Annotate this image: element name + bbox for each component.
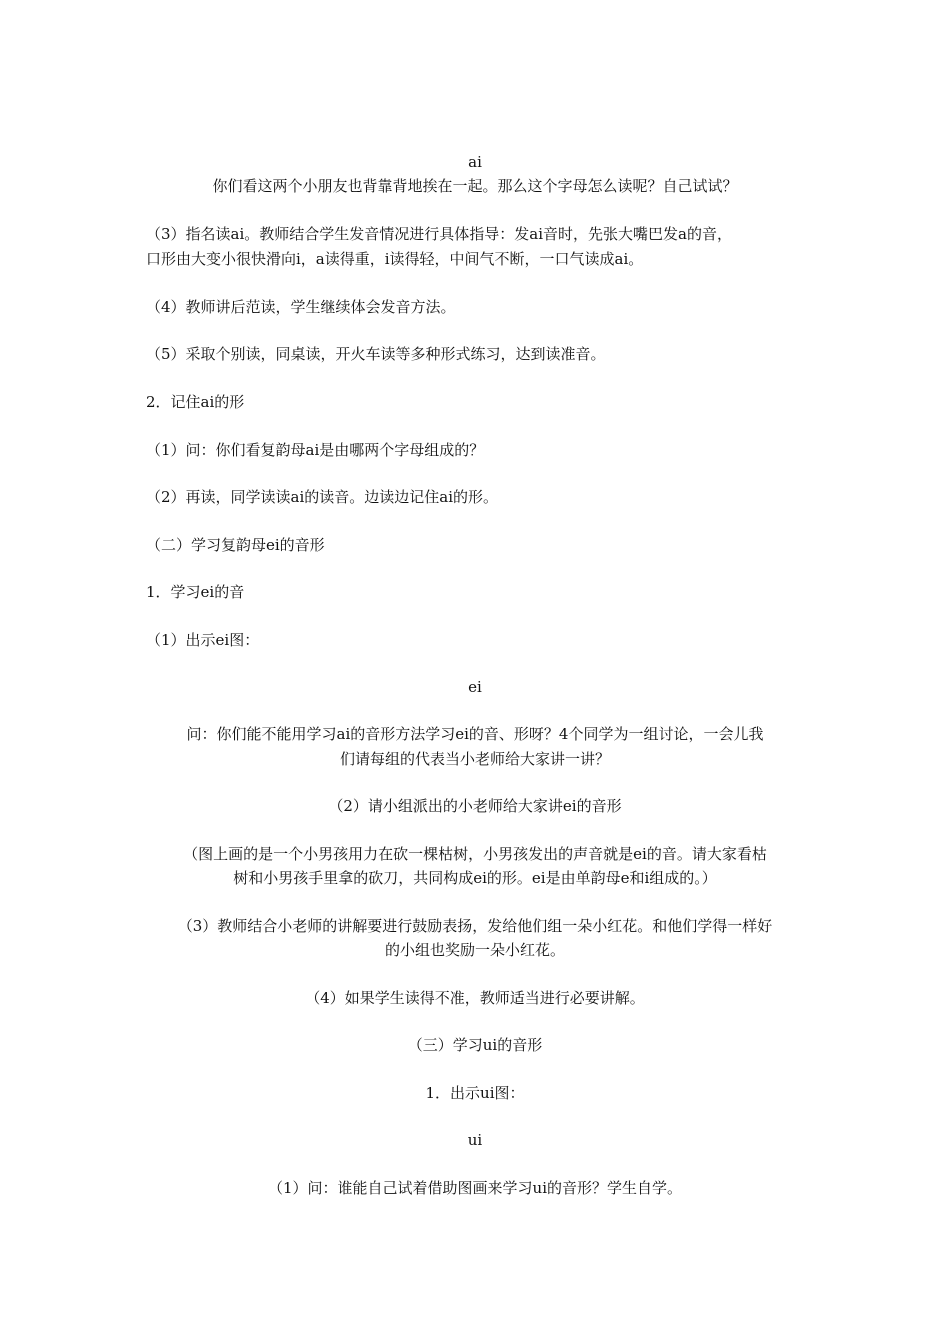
paragraph: （4）如果学生读得不准，教师适当进行必要讲解。 (305, 989, 645, 1007)
paragraph: （3）指名读ai。教师结合学生发音情况进行具体指导：发ai音时，先张大嘴巴发a的音， (146, 225, 732, 243)
image-caption-ai: ai (468, 153, 482, 171)
paragraph: （4）教师讲后范读，学生继续体会发音方法。 (146, 298, 456, 316)
paragraph: （2）再读，同学读读ai的读音。边读边记住ai的形。 (146, 488, 499, 506)
paragraph: （3）教师结合小老师的讲解要进行鼓励表扬，发给他们组一朵小红花。和他们学得一样好 (177, 917, 773, 935)
image-caption-ei: ei (468, 678, 482, 696)
paragraph: 的小组也奖励一朵小红花。 (384, 941, 565, 959)
paragraph: 问：你们能不能用学习ai的音形方法学习ei的音、形呀？4个同学为一组讨论，一会儿我 (186, 725, 764, 743)
paragraph: 树和小男孩手里拿的砍刀，共同构成ei的形。ei是由单韵母e和i组成的。） (233, 869, 717, 887)
paragraph: （图上画的是一个小男孩用力在砍一棵枯树，小男孩发出的声音就是ei的音。请大家看枯 (183, 845, 767, 863)
paragraph: 1．出示ui图： (425, 1084, 525, 1102)
image-caption-ui: ui (467, 1131, 483, 1149)
section-heading: （三）学习ui的音形 (407, 1036, 543, 1054)
paragraph: （2）请小组派出的小老师给大家讲ei的音形 (328, 797, 622, 815)
section-heading: 2．记住ai的形 (146, 393, 245, 411)
paragraph: （1）问：你们看复韵母ai是由哪两个字母组成的？ (146, 441, 485, 459)
section-heading: （二）学习复韵母ei的音形 (146, 536, 325, 554)
paragraph: 们请每组的代表当小老师给大家讲一讲？ (339, 750, 610, 768)
paragraph: 你们看这两个小朋友也背靠背地挨在一起。那么这个字母怎么读呢？自己试试？ (212, 177, 738, 195)
section-heading: 1．学习ei的音 (146, 583, 245, 601)
paragraph: （1）问：谁能自己试着借助图画来学习ui的音形？学生自学。 (267, 1179, 682, 1197)
paragraph: 口形由大变小很快滑向i，a读得重，i读得轻，中间气不断，一口气读成ai。 (146, 250, 644, 268)
paragraph: （1）出示ei图： (146, 631, 260, 649)
paragraph: （5）采取个别读，同桌读，开火车读等多种形式练习，达到读准音。 (146, 345, 606, 363)
